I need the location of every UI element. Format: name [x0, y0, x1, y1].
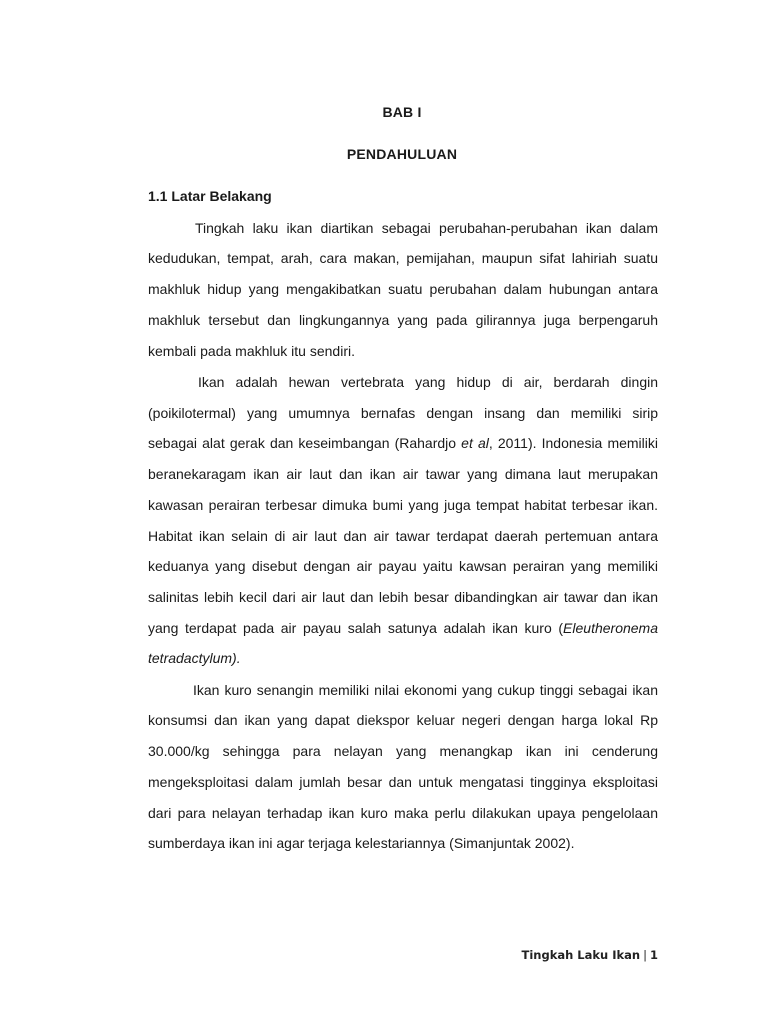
paragraph-line: beranekaragam ikan air laut dan ikan air tawar yang dimana laut merupakan: [148, 466, 658, 482]
paragraph-line: konsumsi dan ikan yang dapat diekspor keluar negeri dengan harga lokal Rp: [148, 712, 658, 728]
chapter-subtitle: PENDAHULUAN: [346, 146, 458, 162]
paragraph-line: mengeksploitasi dalam jumlah besar dan untuk mengatasi tingginya eksploitasi: [148, 774, 658, 790]
paragraph-line: Ikan kuro senangin memiliki nilai ekonomi yang cukup tinggi sebagai ikan: [193, 682, 658, 698]
text-run: sebagai alat gerak dan keseimbangan (Rahardjo: [148, 435, 462, 451]
section-heading: 1.1 Latar Belakang: [148, 188, 272, 204]
paragraph-line: Habitat ikan selain di air laut dan air tawar terdapat daerah pertemuan antara: [148, 528, 658, 544]
paragraph-line: 30.000/kg sehingga para nelayan yang menangkap ikan ini cenderung: [148, 743, 658, 759]
page-footer: [522, 948, 659, 962]
paragraph-line: kawasan perairan terbesar dimuka bumi yang juga tempat habitat terbesar ikan.: [148, 497, 658, 513]
paragraph-line: kedudukan, tempat, arah, cara makan, pemijahan, maupun sifat lahiriah suatu: [148, 250, 658, 266]
text-run: , 2011). Indonesia memiliki: [488, 435, 658, 451]
italic-text: et al: [461, 435, 489, 451]
text-run: yang terdapat pada air payau salah satunya adalah ikan kuro (: [148, 620, 564, 636]
species-name: tetradactylum).: [148, 650, 241, 666]
chapter-title: BAB I: [382, 104, 422, 120]
paragraph-line: makhluk tersebut dan lingkungannya yang pada gilirannya juga berpengaruh: [148, 312, 658, 328]
paragraph-line: kembali pada makhluk itu sendiri.: [148, 343, 355, 359]
running-title: Tingkah Laku Ikan: [521, 948, 641, 962]
paragraph-line: makhluk hidup yang mengakibatkan suatu perubahan dalam hubungan antara: [148, 281, 658, 297]
footer-separator: |: [643, 948, 647, 962]
paragraph-line: [148, 620, 658, 637]
paragraph-line: salinitas lebih kecil dari air laut dan lebih besar dibandingkan air tawar dan ikan: [148, 589, 658, 605]
paragraph-line: dari para nelayan terhadap ikan kuro maka perlu dilakukan upaya pengelolaan: [148, 805, 658, 821]
page-number: 1: [649, 948, 658, 962]
paragraph-line: [148, 435, 658, 452]
paragraph-line: keduanya yang disebut dengan air payau yaitu kawsan perairan yang memiliki: [148, 558, 658, 574]
paragraph-line: (poikilotermal) yang umumnya bernafas dengan insang dan memiliki sirip: [148, 405, 658, 421]
species-name: Eleutheronema: [563, 620, 658, 636]
paragraph-line: Ikan adalah hewan vertebrata yang hidup di air, berdarah dingin: [198, 374, 658, 390]
paragraph-line: [148, 650, 658, 667]
paragraph-line: sumberdaya ikan ini agar terjaga kelestariannya (Simanjuntak 2002).: [148, 835, 575, 851]
paragraph-line: Tingkah laku ikan diartikan sebagai perubahan-perubahan ikan dalam: [195, 220, 658, 236]
